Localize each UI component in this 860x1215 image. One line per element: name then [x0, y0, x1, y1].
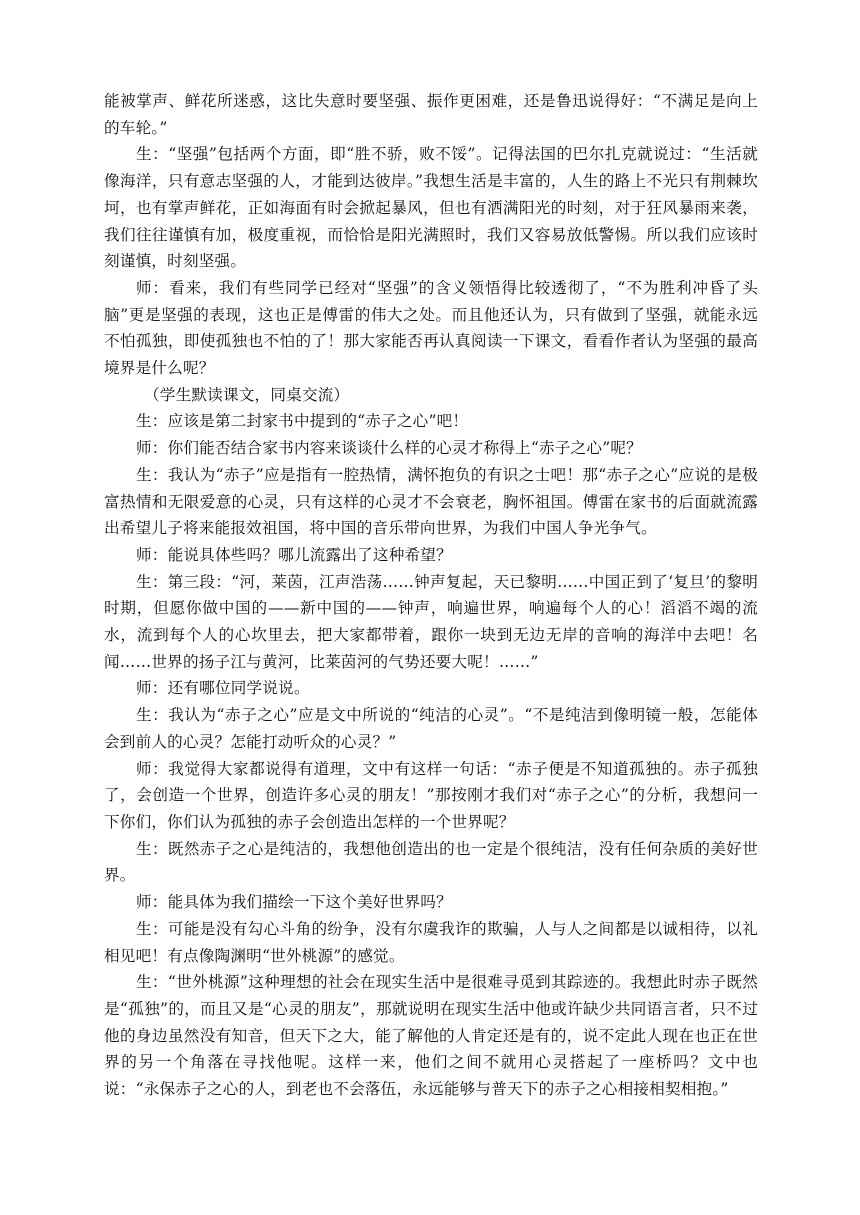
paragraph-teacher-3: 师：能说具体些吗？哪儿流露出了这种希望？ — [136, 545, 452, 564]
paragraph-student-2: 生：应该是第二封家书中提到的“赤子之心”吧！ — [136, 412, 469, 431]
paragraph-student-4: 生：第三段：“河，莱茵，江声浩荡……钟声复起，天已黎明……中国正到了‘复旦’的黎明时期，但愿你做中国的——新中国的——钟声，响遍世界，响遍每个人的心！滔滔不竭的流水，流到每个人的心坎里去，把大家都带着，跟你一块到无边无岸的音响的海洋中去吧！名闻……世界的扬子江与黄河，比莱茵河的气势还要大呢！……” — [104, 572, 758, 671]
paragraph-teacher-4: 师：还有哪位同学说说。 — [136, 679, 310, 698]
paragraph-student-5: 生：我认为“赤子之心”应是文中所说的“纯洁的心灵”。“不是纯洁到像明镜一般，怎能体会到前人的心灵？怎能打动听众的心灵？” — [104, 706, 758, 751]
paragraph-student-6: 生：既然赤子之心是纯洁的，我想他创造出的也一定是个很纯洁，没有任何杂质的美好世界。 — [104, 839, 758, 885]
paragraph-continuation: 能被掌声、鲜花所迷惑，这比失意时要坚强、振作更困难，还是鲁迅说得好：“不满足是向上的车轮。” — [104, 92, 758, 137]
paragraph-student-1: 生：“坚强”包括两个方面，即“胜不骄，败不馁”。记得法国的巴尔扎克就说过：“生活就像海洋，只有意志坚强的人，才能到达彼岸。”我想生活是丰富的，人生的路上不光只有荆棘坎坷，也有掌声鲜花，正如海面有时会掀起暴风，但也有洒满阳光的时刻，对于狂风暴雨来袭，我们往往谨慎有加，极度重视，而恰恰是阳光满照时，我们又容易放低警惕。所以我们应该时刻谨慎，时刻坚强。 — [104, 145, 758, 271]
paragraph-stage-note: （学生默读课文，同桌交流） — [144, 385, 350, 404]
paragraph-teacher-1: 师：看来，我们有些同学已经对“坚强”的含义领悟得比较透彻了，“不为胜利冲昏了头脑”更是坚强的表现，这也正是傅雷的伟大之处。而且他还认为，只有做到了坚强，就能永远不怕孤独，即使孤独也不怕的了！那大家能否再认真阅读一下课文，看看作者认为坚强的最高境界是什么呢？ — [104, 278, 758, 378]
paragraph-student-8: 生：“世外桃源”这种理想的社会在现实生活中是很难寻觅到其踪迹的。我想此时赤子既然是“孤独”的，而且又是“心灵的朋友”，那就说明在现实生活中他或许缺少共同语言者，只不过他的身边虽然没有知音，但天下之大，能了解他的人肯定还是有的，说不定此人现在也正在世界的另一个角落在寻找他呢。这样一来，他们之间不就用心灵搭起了一座桥吗？文中也说：“永保赤子之心的人，到老也不会落伍，永远能够与普天下的赤子之心相接相契相抱。” — [104, 973, 758, 1099]
paragraph-teacher-2: 师：你们能否结合家书内容来谈谈什么样的心灵才称得上“赤子之心”呢？ — [136, 439, 642, 458]
paragraph-student-7: 生：可能是没有勾心斗角的纷争，没有尔虞我诈的欺骗，人与人之间都是以诚相待，以礼相见吧！有点像陶渊明“世外桃源”的感觉。 — [104, 919, 758, 965]
document-page — [104, 88, 758, 1103]
paragraph-student-3: 生：我认为“赤子”应是指有一腔热情，满怀抱负的有识之士吧！那“赤子之心”应说的是极富热情和无限爱意的心灵，只有这样的心灵才不会衰老，胸怀祖国。傅雷在家书的后面就流露出希望儿子将来能报效祖国，将中国的音乐带向世界，为我们中国人争光争气。 — [104, 465, 758, 538]
paragraph-teacher-5: 师：我觉得大家都说得有道理，文中有这样一句话：“赤子便是不知道孤独的。赤子孤独了，会创造一个世界，创造许多心灵的朋友！”那按刚才我们对“赤子之心”的分析，我想问一下你们，你们认为孤独的赤子会创造出怎样的一个世界呢？ — [104, 759, 758, 831]
paragraph-teacher-6: 师：能具体为我们描绘一下这个美好世界吗？ — [136, 893, 452, 912]
